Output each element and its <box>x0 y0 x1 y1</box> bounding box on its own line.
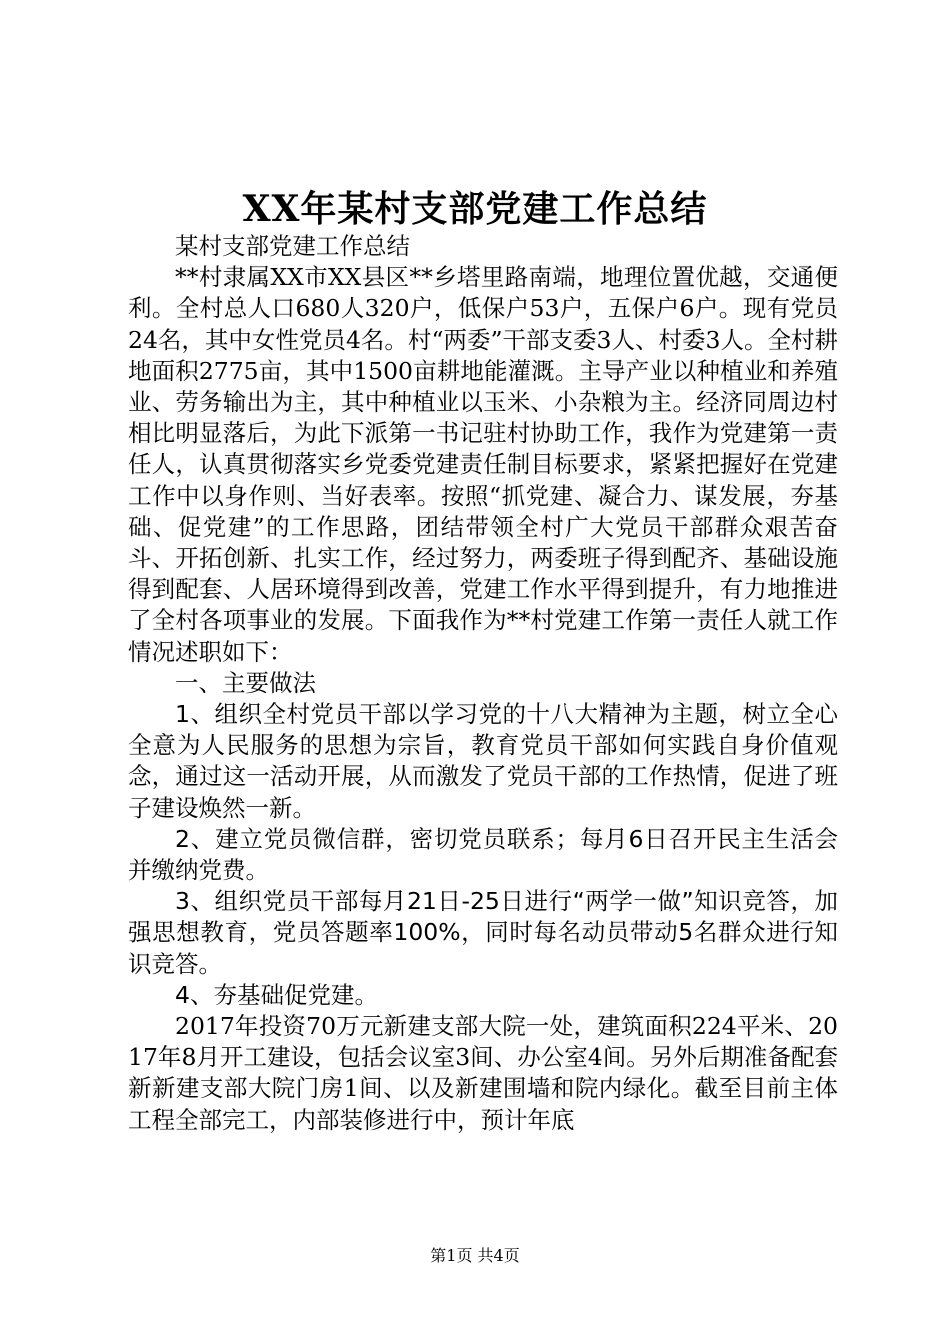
list-item-4: 4、夯基础促党建。 <box>175 980 378 1009</box>
page-number-footer: 第1页 共4页 <box>430 1246 520 1265</box>
document-title: XX年某村支部党建工作总结 <box>242 188 708 230</box>
subtitle-paragraph: 某村支部党建工作总结 <box>175 232 410 260</box>
list-item-2: 2、建立党员微信群，密切党员联系；每月6日召开民主生活会并缴纳党费。 <box>128 824 838 885</box>
intro-paragraph: **村隶属XX市XX县区**乡塔里路南端，地理位置优越，交通便利。全村总人口680人320户，低保户53户，五保户6户。现有党员24名，其中女性党员4名。村“两委”干部支委3人、村委3人。全村耕地面积2775亩，其中1500亩耕地能灌溉。主导产业以种植业和养殖业、劳务输出为主，其中种植业以玉米、小杂粮为主。经济同周边村相比明显落后，为此下派第一书记驻村协助工作，我作为党建第一责任人，认真贯彻落实乡党委党建责任制目标要求，紧紧把握好在党建工作中以身作则、当好表率。按照“抓党建、凝合力、谋发展，夯基础、促党建”的工作思路，团结带领全村广大党员干部群众艰苦奋斗、开拓创新、扎实工作，经过努力，两委班子得到配齐、基础设施得到配套、人居环境得到改善，党建工作水平得到提升，有力地推进了全村各项事业的发展。下面我作为**村党建工作第一责任人就工作情况述职如下： <box>128 263 838 666</box>
section-heading: 一、主要做法 <box>175 668 316 697</box>
list-item-3: 3、组织党员干部每月21日-25日进行“两学一做”知识竞答，加强思想教育，党员答题率100%，同时每名动员带动5名群众进行知识竞答。 <box>128 887 838 978</box>
construction-paragraph: 2017年投资70万元新建支部大院一处，建筑面积224平米、2017年8月开工建设，包括会议室3间、办公室4间。另外后期准备配套新新建支部大院门房1间、以及新建围墙和院内绿化。截至目前主体工程全部完工，内部装修进行中，预计年底 <box>128 1012 838 1134</box>
list-item-1: 1、组织全村党员干部以学习党的十八大精神为主题，树立全心全意为人民服务的思想为宗旨，教育党员干部如何实践自身价值观念，通过这一活动开展，从而激发了党员干部的工作热情，促进了班子建设焕然一新。 <box>128 700 838 822</box>
document-body <box>128 231 838 1136</box>
